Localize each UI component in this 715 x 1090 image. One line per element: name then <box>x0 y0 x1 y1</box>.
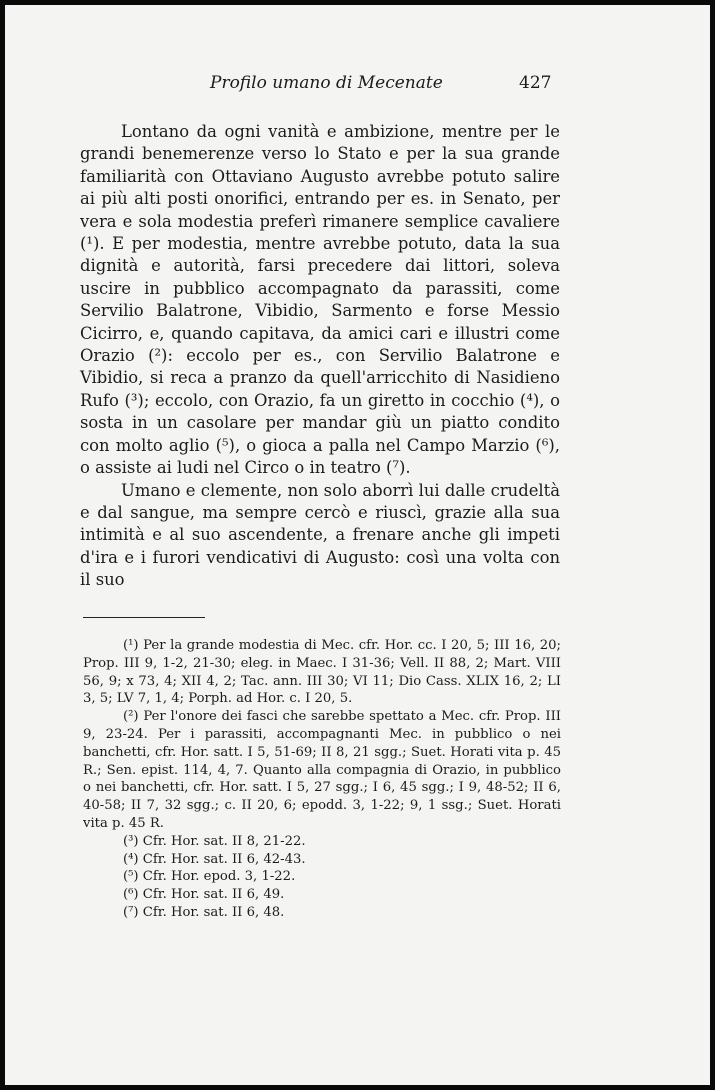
running-title: Profilo umano di Mecenate <box>210 73 443 93</box>
footnotes <box>83 637 561 922</box>
footnote-2: (²) Per l'onore dei fasci che sarebbe spettato a Mec. cfr. Prop. III 9, 23-24. Per i parassiti, accompagnanti Mec. in pubblico o nei banchetti, cfr. Hor. satt. I 5, 51-69; II 8, 21 sgg.; Suet. Horati vita p. 45 R.; Sen. epist. 114, 4, 7. Quanto alla compagnia di Orazio, in pubblico o nei banchetti, cfr. Hor. satt. I 5, 27 sgg.; I 6, 45 sgg.; I 9, 48-52; II 6, 40-58; II 7, 32 sgg.; c. II 20, 6; epodd. 3, 1-22; 9, 1 ssg.; Suet. Horati vita p. 45 R. <box>83 709 561 831</box>
footnote-6: (⁶) Cfr. Hor. sat. II 6, 49. <box>123 887 285 903</box>
footnote-4: (⁴) Cfr. Hor. sat. II 6, 42-43. <box>123 851 306 867</box>
footnote-5: (⁵) Cfr. Hor. epod. 3, 1-22. <box>123 869 296 885</box>
paragraph-1: Lontano da ogni vanità e ambizione, mentre per le grandi benemerenze verso lo Stato e per la sua grande familiarità con Ottaviano Augusto avrebbe potuto salire ai più alti posti onorifici, entrando per es. in Senato, per vera e sola modestia preferì rimanere semplice cavaliere (¹). E per modestia, mentre avrebbe potuto, data la sua dignità e autorità, farsi precedere dai littori, soleva uscire in pubblico accompagnato da parassiti, come Servilio Balatrone, Vibidio, Sarmento e forse Messio Cicirro, e, quando capitava, da amici cari e illustri come Orazio (²): eccolo per es., con Servilio Balatrone e Vibidio, si reca a pranzo da quell'arricchito di Nasidieno Rufo (³); eccolo, con Orazio, fa un giretto in cocchio (⁴), o sosta in un casolare per mandar giù un piatto condito con molto aglio (⁵), o gioca a palla nel Campo Marzio (⁶), o assiste ai ludi nel Circo o in teatro (⁷). <box>80 122 560 478</box>
main-text <box>80 121 560 592</box>
footnote-separator <box>83 617 205 618</box>
running-header <box>5 73 710 97</box>
footnote-3: (³) Cfr. Hor. sat. II 8, 21-22. <box>123 833 306 849</box>
paragraph-2: Umano e clemente, non solo aborrì lui dalle crudeltà e dal sangue, ma sempre cercò e riuscì, grazie alla sua intimità e al suo ascendente, a frenare anche gli impeti d'ira e i furori vendicativi di Augusto: così una volta con il suo <box>80 480 560 590</box>
footnote-7: (⁷) Cfr. Hor. sat. II 6, 48. <box>123 904 285 920</box>
footnote-1: (¹) Per la grande modestia di Mec. cfr. Hor. cc. I 20, 5; III 16, 20; Prop. III 9, 1-2, 21-30; eleg. in Maec. I 31-36; Vell. II 88, 2; Mart. VIII 56, 9; x 73, 4; XII 4, 2; Tac. ann. III 30; VI 11; Dio Cass. XLIX 16, 2; LI 3, 5; LV 7, 1, 4; Porph. ad Hor. c. I 20, 5. <box>83 638 561 707</box>
page-number: 427 <box>519 73 552 93</box>
book-page <box>5 5 710 1085</box>
